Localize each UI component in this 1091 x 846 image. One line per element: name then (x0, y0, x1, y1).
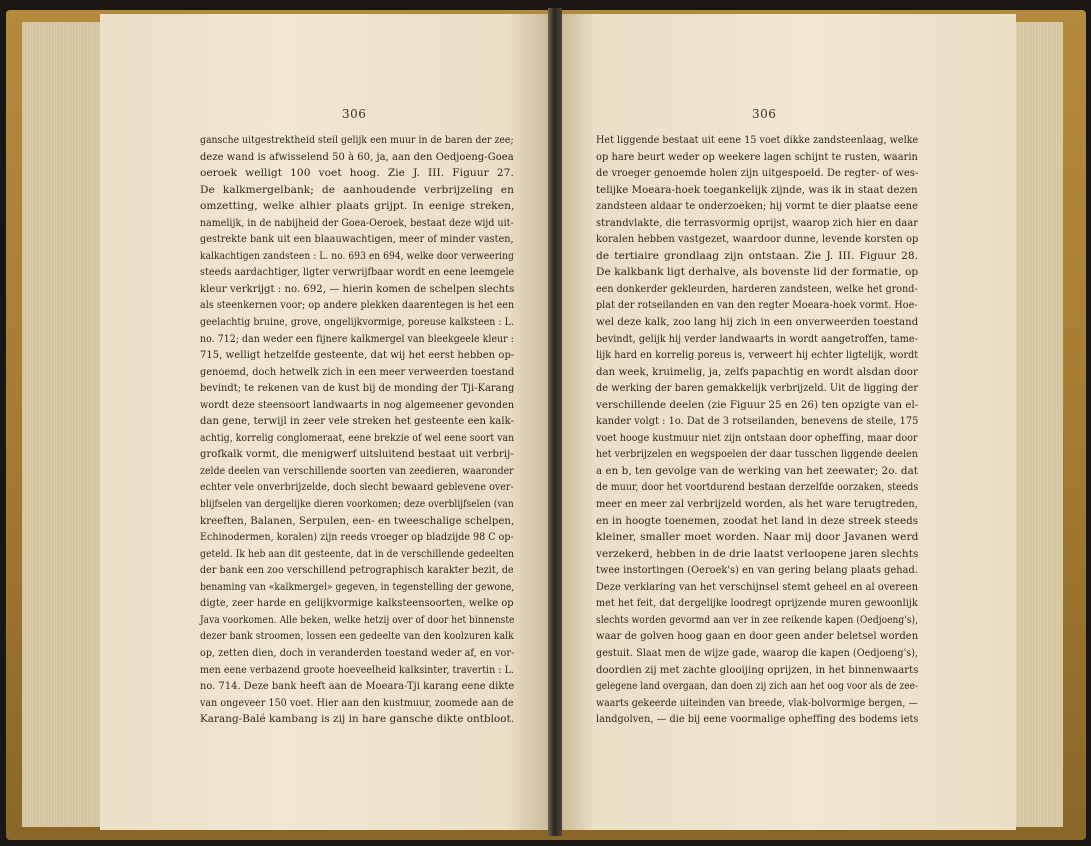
text-line: gestuit. Slaat men de wijze gade, waarop die kapen (Oedjoeng's), (596, 646, 919, 659)
text-line: kleur verkrijgt : no. 692, — hierin komen de schelpen slechts (200, 282, 515, 295)
text-line: Karang-Balé kambang is zij in hare gansche dikte ontbloot. (200, 713, 515, 726)
text-line: wel deze kalk, zoo lang hij zich in een onverweerden toestand (596, 316, 919, 329)
right-page-body (596, 132, 918, 728)
text-line: echter vele onverbrijzelde, doch slecht bewaard geblevene over- (200, 481, 514, 494)
text-line: steeds aardachtiger, ligter verwrijfbaar wordt en eene leemgele (200, 266, 515, 279)
text-line: de tertiaire grondlaag zijn ontstaan. Zie J. III. Figuur 28. (596, 249, 919, 262)
left-page-number: 306 (342, 107, 367, 121)
text-line: kleiner, smaller moet worden. Naar mij door Javanen werd (596, 531, 919, 544)
text-line: de vroeger genoemde holen zijn uitgespoeld. De regter- of wes- (596, 167, 919, 180)
text-line: dezer bank stroomen, lossen een gedeelte van den koolzuren kalk (200, 630, 514, 643)
text-line: lijk hard en korrelig poreus is, verweert hij echter ligtelijk, wordt (596, 349, 919, 362)
text-line: kalkachtigen zandsteen : L. no. 693 en 694, welke door verweering (200, 249, 514, 262)
text-line: men eene verbazend groote hoeveelheid kalksinter, travertin : L. (200, 663, 514, 676)
text-line: geelachtig bruine, grove, ongelijkvormige, poreuse kalksteen : L. (200, 316, 514, 329)
text-line: de werking der baren gemakkelijk verbrijzeld. Uit de ligging der (596, 382, 919, 395)
text-line: a en b, ten gevolge van de werking van het zeewater; 2o. dat (596, 464, 918, 477)
text-line: op, zetten dien, doch in veranderden toestand weder af, en vor- (200, 646, 515, 659)
text-line: twee instortingen (Oeroek's) en van gering belang plaats gehad. (596, 564, 918, 577)
text-line: meer en meer zal verbrijzeld worden, als het ware terugtreden, (596, 498, 918, 511)
text-line: strandvlakte, die terrasvormig oprijst, waarop zich hier en daar (596, 216, 919, 229)
left-page-edges (22, 22, 103, 827)
text-line: doordien zij met zachte glooijing oprijzen, in het binnenwaarts (596, 663, 919, 676)
text-line: van ongeveer 150 voet. Hier aan den kustmuur, zoomede aan de (200, 696, 514, 709)
text-line: no. 714. Deze bank heeft aan de Moeara-Tji karang eene dikte (200, 680, 515, 693)
text-line: gansche uitgestrektheid steil gelijk een muur in de baren der zee; (200, 134, 514, 146)
text-line: deze wand is afwisselend 50 à 60, ja, aan den Oedjoeng-Goea (200, 150, 514, 163)
text-line: 715, welligt hetzelfde gesteente, dat wij het eerst hebben op- (200, 349, 515, 362)
text-line: De kalkbank ligt derhalve, als bovenste lid der formatie, op (596, 266, 919, 279)
text-line: verzekerd, hebben in de drie laatst verloopene jaren slechts (596, 547, 919, 560)
text-line: namelijk, in de nabijheid der Goea-Oeroek, bestaat deze wijd uit- (200, 216, 514, 229)
left-page-body (200, 132, 514, 728)
text-line: kander volgt : 1o. Dat de 3 rotseilanden, benevens de steile, 175 (596, 415, 919, 428)
text-line: bevindt, gelijk hij verder landwaarts in wordt aangetroffen, tame- (596, 332, 918, 345)
text-line: geteld. Ik heb aan dit gesteente, dat in de verschillende gedeelten (200, 547, 515, 560)
text-line: dan week, kruimelig, ja, zelfs papachtig en wordt alsdan door (596, 365, 918, 378)
text-line: waarts gekeerde uiteinden van breede, vlak-bolvormige bergen, — (596, 696, 918, 709)
text-line: genoemd, doch hetwelk zich in een meer verweerden toestand (200, 365, 515, 378)
text-line: voet hooge kustmuur niet zijn ontstaan door opheffing, maar door (596, 431, 918, 444)
text-line: omzetting, welke alhier plaats grijpt. In eenige streken, (200, 200, 515, 213)
text-line: Deze verklaring van het verschijnsel stemt geheel en al overeen (596, 580, 919, 593)
text-line: op hare beurt weder op weekere lagen schijnt te rusten, waarin (596, 150, 918, 163)
text-line: telijke Moeara-hoek toegankelijk zijnde, was ik in staat dezen (596, 183, 918, 196)
text-line: dan gene, terwijl in zeer vele streken het gesteente een kalk- (200, 415, 515, 428)
text-line: der bank een zoo verschillend petrographisch karakter bezit, de (200, 564, 514, 577)
text-line: kreeften, Balanen, Serpulen, een- en tweeschalige schelpen, (200, 514, 515, 527)
text-line: Het liggende bestaat uit eene 15 voet dikke zandsteenlaag, welke (596, 134, 919, 146)
book-gutter (548, 8, 562, 836)
text-line: het verbrijzelen en wegspoelen der daar tusschen liggende deelen (596, 448, 918, 461)
right-page-edges (1014, 22, 1063, 827)
text-line: een donkerder gekleurden, harderen zandsteen, welke het grond- (596, 282, 918, 295)
text-line: waar de golven hoog gaan en door geen ander beletsel worden (596, 630, 919, 643)
text-line: wordt deze steensoort landwaarts in nog algemeener gevonden (200, 398, 515, 411)
text-line: koralen hebben vastgezet, waardoor dunne, levende korsten op (596, 233, 919, 246)
text-line: De kalkmergelbank; de aanhoudende verbrijzeling en (200, 183, 514, 196)
text-line: landgolven, — die bij eene voormalige opheffing des bodems iets (596, 713, 919, 726)
text-line: met het feit, dat dergelijke loodregt oprijzende muren gewoonlijk (596, 597, 918, 610)
text-line: zandsteen aldaar te onderzoeken; hij vormt te dier plaatse eene (596, 200, 918, 213)
text-line: plat der rotseilanden en van den regter Moeara-hoek vormt. Hoe- (596, 299, 918, 312)
text-line: en in hoogte toenemen, zoodat het land in deze streek steeds (596, 514, 918, 527)
text-line: Java voorkomen. Alle beken, welke hetzij over of door het binnenste (200, 613, 515, 626)
text-line: achtig, korrelig conglomeraat, eene brekzie of wel eene soort van (200, 431, 515, 444)
text-line: no. 712; dan weder een fijnere kalkmergel van bleekgeele kleur : (200, 332, 514, 345)
text-line: zelde deelen van verschillende soorten van zeedieren, waaronder (200, 464, 514, 477)
text-line: Echinodermen, koralen) zijn reeds vroeger op bladzijde 98 C op- (200, 531, 514, 544)
text-line: digte, zeer harde en gelijkvormige kalksteensoorten, welke op (200, 597, 514, 610)
text-line: grofkalk vormt, die menigwerf uitsluitend bestaat uit verbrij- (200, 448, 514, 461)
text-line: de muur, door het voortdurend bestaan derzelfde oorzaken, steeds (596, 481, 919, 494)
right-page-number: 306 (752, 107, 777, 121)
text-line: gelegene land overgaan, dan doen zij zich aan het oog voor als de zee- (596, 680, 918, 693)
text-line: gestrekte bank uit een blaauwachtigen, meer of minder vasten, (200, 233, 514, 246)
text-line: oeroek welligt 100 voet hoog. Zie J. III. Figuur 27. (200, 167, 514, 180)
text-line: verschillende deelen (zie Figuur 25 en 26) ten opzigte van el- (596, 398, 919, 411)
text-line: bevindt; te rekenen van de kust bij de monding der Tji-Karang (200, 382, 515, 395)
text-line: blijfselen van dergelijke dieren voorkomen; deze overblijfselen (van (200, 498, 514, 511)
text-line: benaming van «kalkmergel» gegeven, in tegenstelling der gewone, (200, 580, 515, 593)
text-line: als steenkernen voor; op andere plekken daarentegen is het een (200, 299, 515, 312)
text-line: slechts worden gevormd aan ver in zee reikende kapen (Oedjoeng's), (596, 613, 919, 626)
